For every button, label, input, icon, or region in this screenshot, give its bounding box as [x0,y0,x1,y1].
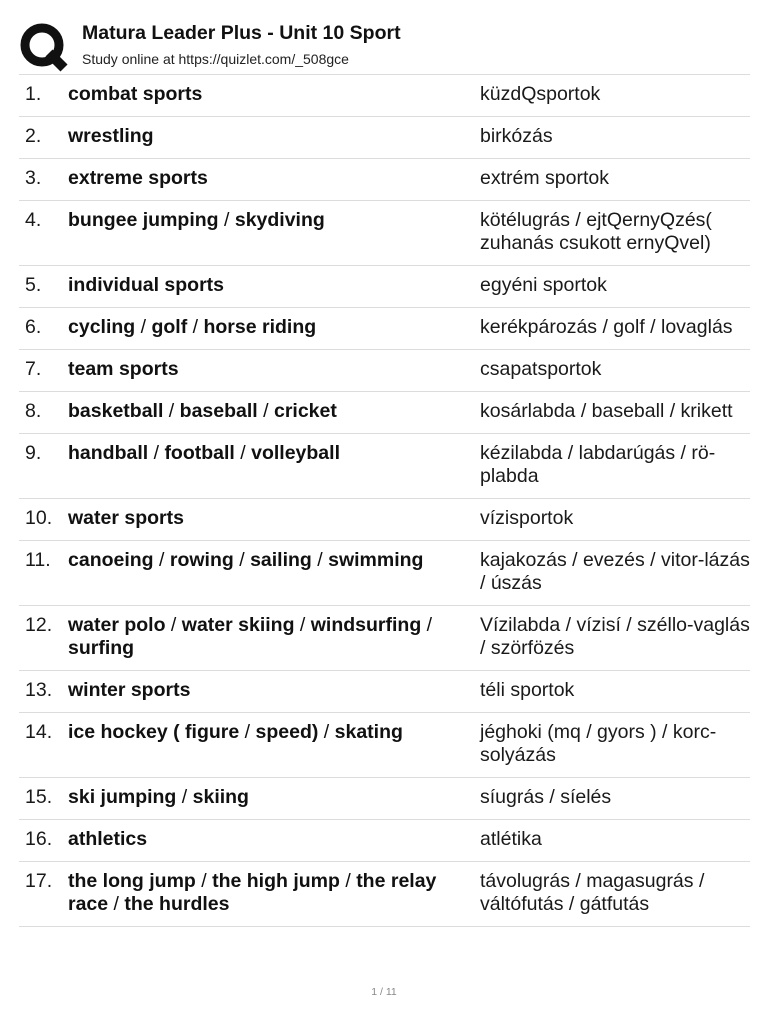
definition-text: téli sportok [480,679,575,701]
definition-text: küzdQsportok [480,83,601,105]
row-number: 14. [25,721,53,743]
row-number: 4. [25,209,42,231]
definition-text: csapatsportok [480,358,602,380]
term-text: cycling / golf / horse riding [68,316,317,338]
term-text: extreme sports [68,167,208,189]
definition-text: extrém sportok [480,167,609,189]
definition-text: birkózás [480,125,553,147]
row-number: 15. [25,786,53,808]
term-text: the long jump / the high jump / the relay race / the hurdles [68,870,437,915]
table-row [19,713,750,778]
definition-text: kajakozás / evezés / vitor-lázás / úszás [480,549,750,594]
row-number: 8. [25,400,42,422]
page-subtitle: Study online at https://quizlet.com/_508gce [82,51,349,67]
term-text: canoeing / rowing / sailing / swimming [68,549,424,571]
row-number: 13. [25,679,53,701]
table-row [19,350,750,392]
term-text: handball / football / volleyball [68,442,340,464]
table-row [19,308,750,350]
table-row [19,75,750,117]
definition-text: kerékpározás / golf / lovaglás [480,316,733,338]
term-text: ice hockey ( figure / speed) / skating [68,721,403,743]
term-text: basketball / baseball / cricket [68,400,337,422]
definition-text: kézilabda / labdarúgás / rö-plabda [480,442,716,487]
definition-text: kosárlabda / baseball / krikett [480,400,733,422]
table-row [19,778,750,820]
term-text: wrestling [68,125,154,147]
definition-text: atlétika [480,828,542,850]
term-text: combat sports [68,83,203,105]
table-row [19,499,750,541]
table-row [19,606,750,671]
term-text: individual sports [68,274,225,296]
definition-text: kötélugrás / ejtQernyQzés( zuhanás csukott ernyQvel) [480,209,712,254]
table-row [19,266,750,308]
row-number: 1. [25,83,42,105]
row-number: 17. [25,870,53,892]
definition-text: egyéni sportok [480,274,607,296]
table-row [19,671,750,713]
term-text: water sports [68,507,184,529]
table-row [19,541,750,606]
term-text: winter sports [68,679,191,701]
term-text: bungee jumping / skydiving [68,209,325,231]
definition-text: vízisportok [480,507,574,529]
quizlet-logo-icon [19,22,69,72]
row-number: 7. [25,358,42,380]
row-number: 3. [25,167,42,189]
page-number: 1 / 11 [371,986,397,998]
row-number: 2. [25,125,42,147]
row-number: 11. [25,549,51,571]
page-title: Matura Leader Plus - Unit 10 Sport [82,22,401,44]
term-text: water polo / water skiing / windsurfing / surfing [68,614,433,659]
term-text: athletics [68,828,148,850]
definition-text: jéghoki (mq / gyors ) / korc-solyázás [480,721,717,766]
row-number: 12. [25,614,53,636]
row-number: 6. [25,316,42,338]
table-row [19,201,750,266]
definition-text: Vízilabda / vízisí / széllo-vaglás / szörfözés [480,614,750,659]
row-number: 5. [25,274,42,296]
vocabulary-table [19,74,750,927]
table-row [19,159,750,201]
table-row [19,862,750,927]
row-number: 9. [25,442,42,464]
row-number: 10. [25,507,53,529]
table-row [19,820,750,862]
table-row [19,434,750,499]
definition-text: síugrás / síelés [480,786,612,808]
term-text: ski jumping / skiing [68,786,249,808]
table-row [19,117,750,159]
row-number: 16. [25,828,53,850]
definition-text: távolugrás / magasugrás / váltófutás / gátfutás [480,870,705,915]
table-row [19,392,750,434]
page-header [0,0,768,74]
term-text: team sports [68,358,179,380]
